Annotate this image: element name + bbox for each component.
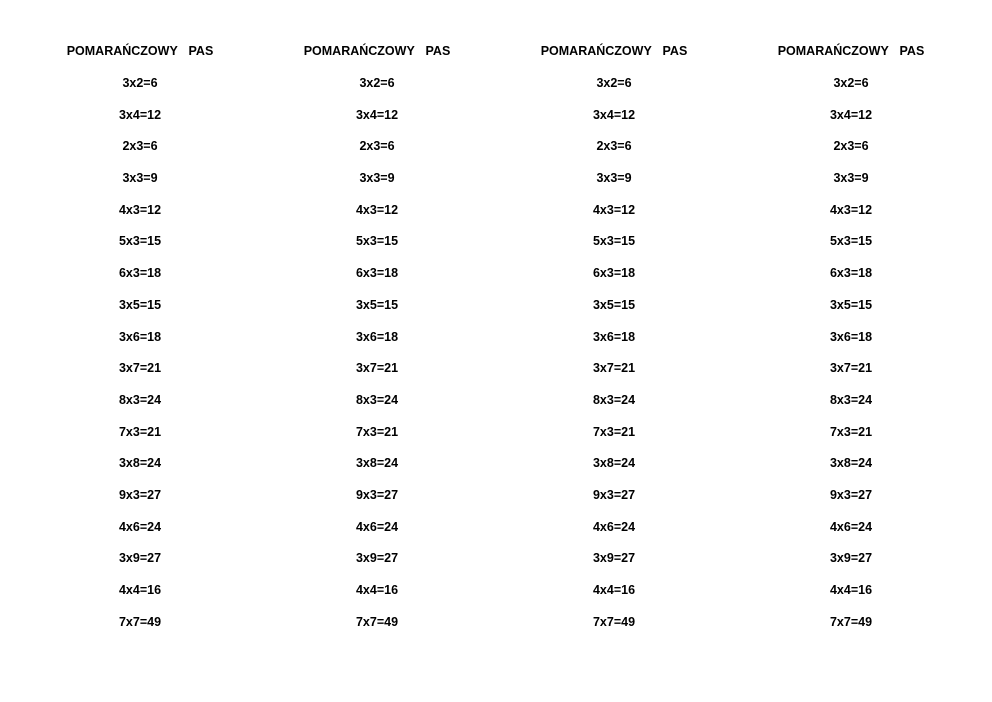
equation-item: 6x3=18 bbox=[355, 266, 399, 281]
equation-item: 7x3=21 bbox=[118, 424, 162, 439]
equation-item: 8x3=24 bbox=[829, 392, 873, 407]
equation-item: 7x3=21 bbox=[355, 424, 399, 439]
equation-item: 5x3=15 bbox=[355, 234, 399, 249]
equation-item: 5x3=15 bbox=[592, 234, 636, 249]
equation-item: 6x3=18 bbox=[829, 266, 873, 281]
equation-item: 3x7=21 bbox=[118, 361, 162, 376]
column-title: POMARAŃCZOWY PAS bbox=[777, 44, 925, 58]
equation-item: 3x9=27 bbox=[118, 551, 162, 566]
column-title: POMARAŃCZOWY PAS bbox=[540, 44, 688, 58]
equation-item: 3x8=24 bbox=[829, 456, 873, 471]
equation-item: 6x3=18 bbox=[592, 266, 636, 281]
equation-item: 3x8=24 bbox=[355, 456, 399, 471]
equation-item: 3x9=27 bbox=[829, 551, 873, 566]
equation-item: 6x3=18 bbox=[118, 266, 162, 281]
equation-item: 3x3=9 bbox=[122, 171, 158, 186]
equation-item: 7x3=21 bbox=[592, 424, 636, 439]
equation-item: 3x5=15 bbox=[592, 297, 636, 312]
column-4 bbox=[751, 41, 951, 643]
equation-item: 3x3=9 bbox=[359, 171, 395, 186]
equation-item: 4x4=16 bbox=[829, 583, 873, 597]
equation-item: 3x4=12 bbox=[829, 107, 873, 122]
equation-list bbox=[751, 73, 951, 643]
equation-list bbox=[514, 73, 714, 643]
equation-item: 7x7=49 bbox=[592, 614, 636, 629]
equation-item: 4x3=12 bbox=[355, 202, 399, 217]
equation-item: 3x8=24 bbox=[118, 456, 162, 471]
equation-item: 8x3=24 bbox=[355, 392, 399, 407]
equation-item: 3x9=27 bbox=[592, 551, 636, 566]
equation-item: 3x2=6 bbox=[596, 76, 632, 90]
column-title: POMARAŃCZOWY PAS bbox=[303, 44, 451, 58]
equation-item: 4x4=16 bbox=[118, 583, 162, 597]
equation-item: 7x3=21 bbox=[829, 424, 873, 439]
equation-item: 3x2=6 bbox=[359, 76, 395, 90]
equation-item: 9x3=27 bbox=[118, 487, 162, 502]
equation-item: 5x3=15 bbox=[118, 234, 162, 249]
equation-item: 3x6=18 bbox=[592, 329, 636, 344]
equation-item: 8x3=24 bbox=[592, 392, 636, 407]
equation-item: 3x7=21 bbox=[355, 361, 399, 376]
column-3 bbox=[514, 41, 714, 643]
equation-item: 3x2=6 bbox=[122, 76, 158, 90]
column-title: POMARAŃCZOWY PAS bbox=[66, 44, 214, 58]
equation-item: 3x4=12 bbox=[355, 107, 399, 122]
equation-item: 3x9=27 bbox=[355, 551, 399, 566]
equation-item: 2x3=6 bbox=[833, 139, 869, 154]
column-2 bbox=[277, 41, 477, 643]
equation-item: 3x6=18 bbox=[118, 329, 162, 344]
equation-item: 3x6=18 bbox=[355, 329, 399, 344]
equation-item: 5x3=15 bbox=[829, 234, 873, 249]
equation-item: 3x3=9 bbox=[596, 171, 632, 186]
equation-item: 9x3=27 bbox=[592, 487, 636, 502]
equation-item: 3x5=15 bbox=[355, 297, 399, 312]
equation-item: 3x2=6 bbox=[833, 76, 869, 90]
equation-item: 8x3=24 bbox=[118, 392, 162, 407]
equation-item: 3x3=9 bbox=[833, 171, 869, 186]
equation-item: 2x3=6 bbox=[122, 139, 158, 154]
equation-item: 3x6=18 bbox=[829, 329, 873, 344]
column-1 bbox=[40, 41, 240, 643]
equation-item: 4x4=16 bbox=[592, 583, 636, 597]
equation-item: 4x3=12 bbox=[118, 202, 162, 217]
equation-item: 3x8=24 bbox=[592, 456, 636, 471]
equation-item: 3x4=12 bbox=[118, 107, 162, 122]
equation-item: 7x7=49 bbox=[118, 614, 162, 629]
equation-item: 4x4=16 bbox=[355, 583, 399, 597]
equation-list bbox=[277, 73, 477, 643]
equation-item: 3x7=21 bbox=[592, 361, 636, 376]
equation-item: 4x6=24 bbox=[592, 519, 636, 534]
equation-item: 4x6=24 bbox=[355, 519, 399, 534]
equation-item: 4x6=24 bbox=[829, 519, 873, 534]
equation-item: 4x3=12 bbox=[829, 202, 873, 217]
equation-item: 3x5=15 bbox=[829, 297, 873, 312]
equation-item: 2x3=6 bbox=[359, 139, 395, 154]
equation-item: 3x5=15 bbox=[118, 297, 162, 312]
equation-item: 3x4=12 bbox=[592, 107, 636, 122]
equation-item: 7x7=49 bbox=[829, 614, 873, 629]
equation-list bbox=[40, 73, 240, 643]
equation-item: 9x3=27 bbox=[829, 487, 873, 502]
equation-item: 9x3=27 bbox=[355, 487, 399, 502]
equation-item: 2x3=6 bbox=[596, 139, 632, 154]
equation-item: 4x6=24 bbox=[118, 519, 162, 534]
equation-item: 4x3=12 bbox=[592, 202, 636, 217]
equation-item: 7x7=49 bbox=[355, 614, 399, 629]
equation-item: 3x7=21 bbox=[829, 361, 873, 376]
